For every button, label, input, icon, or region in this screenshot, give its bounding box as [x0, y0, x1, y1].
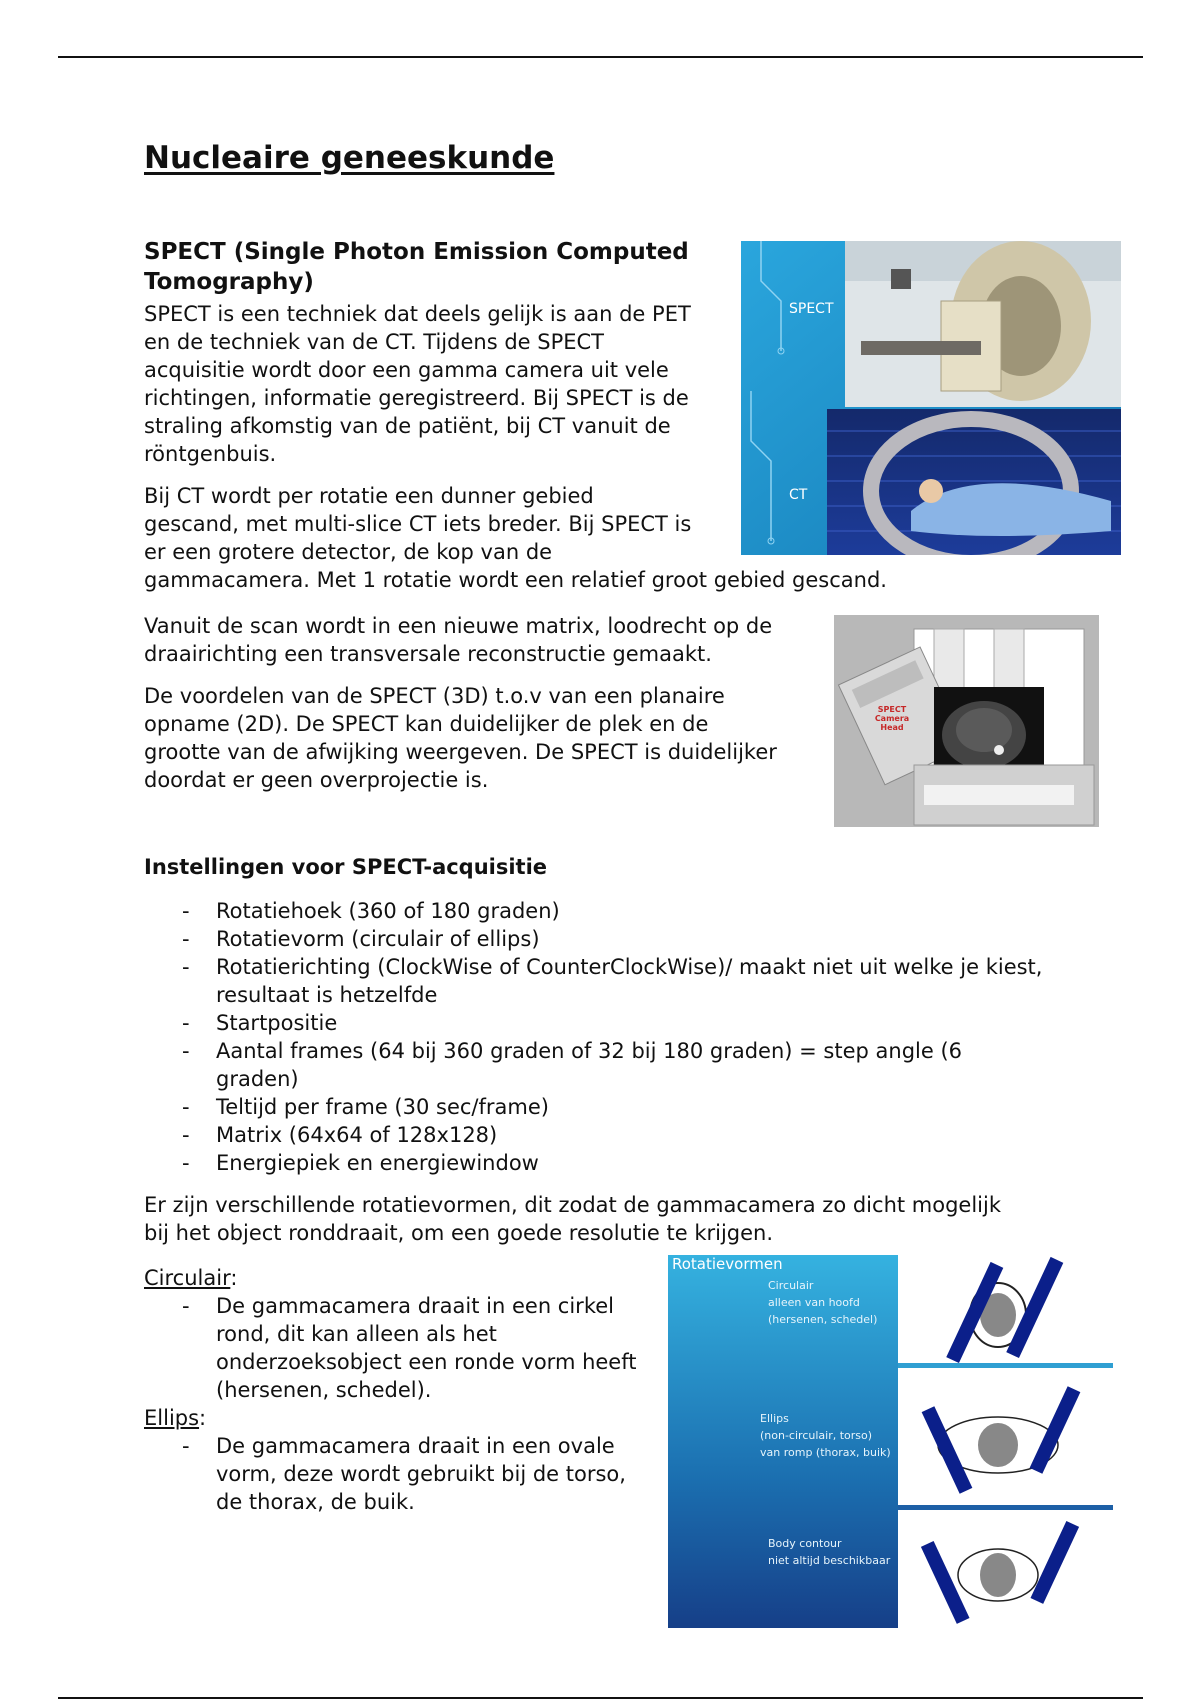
p1-line: acquisitie wordt door een gamma camera uit vele [144, 358, 669, 382]
spect-ct-image [741, 241, 1121, 555]
caption-circular [768, 1277, 877, 1328]
settings-heading: Instellingen voor SPECT-acquisitie [144, 855, 548, 879]
bottom-rule [58, 1697, 1143, 1699]
p1-line: röntgenbuis. [144, 442, 277, 466]
caption-line: van romp (thorax, buik) [760, 1446, 891, 1459]
list-item: - Rotatievorm (circulair of ellips) [144, 925, 1044, 953]
list-item: - Startpositie [144, 1009, 1044, 1037]
list-item: - Teltijd per frame (30 sec/frame) [144, 1093, 1044, 1121]
spect-heading-line2: Tomography) [144, 269, 314, 295]
top-rule [58, 56, 1143, 58]
p1-line: straling afkomstig van de patiënt, bij CT vanuit de [144, 414, 671, 438]
paragraph-reconstruction [144, 612, 824, 668]
rotation-title: Rotatievormen [672, 1255, 783, 1273]
p4-line: De voordelen van de SPECT (3D) t.o.v van een planaire [144, 684, 725, 708]
spect-label: SPECT [789, 301, 834, 317]
list-item: - Rotatierichting (ClockWise of CounterClockWise)/ maakt niet uit welke je kiest, resultaat is hetzelfde [144, 953, 1044, 1009]
body-contour-head [921, 1521, 1079, 1624]
list-item: - Rotatiehoek (360 of 180 graden) [144, 897, 1044, 925]
p3-line: Vanuit de scan wordt in een nieuwe matrix, loodrecht op de [144, 614, 773, 638]
spect-ct-illustration [741, 241, 1121, 555]
ellips-item: - De gammacamera draait in een ovale vorm, deze wordt gebruikt bij de torso, de thorax, de buik. [144, 1432, 644, 1516]
ct-label: CT [789, 487, 808, 503]
p2-line: gammacamera. Met 1 rotatie wordt een relatief groot gebied gescand. [144, 568, 887, 592]
caption-line: (non-circulair, torso) [760, 1429, 873, 1442]
list-item: - Aantal frames (64 bij 360 graden of 32 bij 180 graden) = step angle (6 graden) [144, 1037, 1044, 1093]
p1-line: en de techniek van de CT. Tijdens de SPECT [144, 330, 605, 354]
page-title: Nucleaire geneeskunde [144, 140, 555, 176]
list-item: - Matrix (64x64 of 128x128) [144, 1121, 1044, 1149]
p4-line: opname (2D). De SPECT kan duidelijker de plek en de [144, 712, 709, 736]
p2-line: er een grotere detector, de kop van de [144, 540, 553, 564]
circular-head [946, 1257, 1063, 1363]
spect-heading [144, 237, 744, 297]
circulair-label-text: Circulair [144, 1266, 231, 1290]
p5-line: Er zijn verschillende rotatievormen, dit zodat de gammacamera zo dicht mogelijk [144, 1193, 1002, 1217]
paragraph-intro [144, 300, 744, 468]
p3-line: draairichting een transversale reconstructie gemaakt. [144, 642, 712, 666]
spect-camera-label: SPECT Camera Head [874, 705, 910, 732]
caption-body-contour [768, 1535, 890, 1569]
paragraph-advantages [144, 682, 824, 794]
caption-line: Ellips [760, 1412, 789, 1425]
p4-line: grootte van de afwijking weergeven. De SPECT is duidelijker [144, 740, 777, 764]
p4-line: doordat er geen overprojectie is. [144, 768, 489, 792]
ellips-colon: : [199, 1406, 207, 1430]
p2-line: gescand, met multi-slice CT iets breder. Bij SPECT is [144, 512, 692, 536]
spect-camera-image [834, 615, 1099, 827]
caption-line: Body contour [768, 1537, 842, 1550]
rotation-types [144, 1264, 644, 1516]
p1-line: SPECT is een techniek dat deels gelijk is aan de PET [144, 302, 691, 326]
caption-ellipse [760, 1410, 891, 1461]
caption-line: niet altijd beschikbaar [768, 1554, 891, 1567]
caption-line: (hersenen, schedel) [768, 1313, 878, 1326]
ellips-label-text: Ellips [144, 1406, 200, 1430]
circulair-label [144, 1264, 644, 1292]
caption-line: Circulair [768, 1279, 814, 1292]
p2-line: Bij CT wordt per rotatie een dunner gebied [144, 484, 594, 508]
list-item: - Energiepiek en energiewindow [144, 1149, 1044, 1177]
rotation-forms-image [668, 1255, 1113, 1628]
p1-line: richtingen, informatie geregistreerd. Bij SPECT is de [144, 386, 689, 410]
circulair-item: - De gammacamera draait in een cirkel rond, dit kan alleen als het onderzoeksobject een ronde vorm heeft (hersenen, schedel). [144, 1292, 644, 1404]
paragraph-rotation-forms [144, 1191, 1104, 1247]
circulair-colon: : [230, 1266, 238, 1290]
p5-line: bij het object ronddraait, om een goede resolutie te krijgen. [144, 1221, 774, 1245]
ellips-label [144, 1404, 644, 1432]
ellipse-head [922, 1386, 1081, 1493]
caption-line: alleen van hoofd [768, 1296, 860, 1309]
spect-heading-line1: SPECT (Single Photon Emission Computed [144, 239, 689, 265]
settings-list [144, 897, 1044, 1177]
